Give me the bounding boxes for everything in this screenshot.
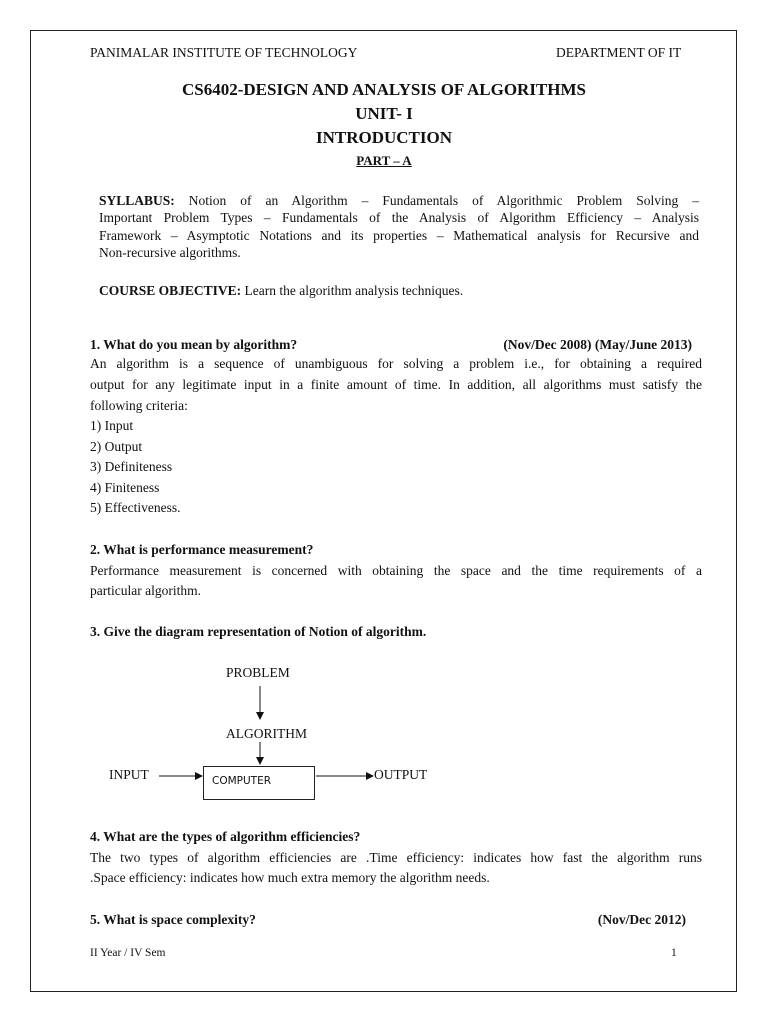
diagram-computer-label: COMPUTER bbox=[212, 775, 272, 787]
part-heading: PART – A bbox=[356, 153, 412, 168]
diagram-algorithm-label: ALGORITHM bbox=[226, 726, 307, 741]
syllabus-line-2: Important Problem Types – Fundamentals of the Analysis of Algorithm Efficiency – Analysis bbox=[99, 210, 699, 225]
answer-4-line-2: .Space efficiency: indicates how much extra memory the algorithm needs. bbox=[90, 870, 490, 885]
question-2: 2. What is performance measurement? bbox=[90, 542, 314, 557]
question-1-ref: (Nov/Dec 2008) (May/June 2013) bbox=[503, 337, 692, 352]
syllabus-line-3: Framework – Asymptotic Notations and its properties – Mathematical analysis for Recursive and bbox=[99, 228, 699, 243]
question-4: 4. What are the types of algorithm efficiencies? bbox=[90, 829, 361, 844]
answer-2-line-2: particular algorithm. bbox=[90, 583, 201, 598]
criteria-item-4: 4) Finiteness bbox=[90, 480, 160, 495]
institute-name: PANIMALAR INSTITUTE OF TECHNOLOGY bbox=[90, 45, 358, 60]
diagram-problem-label: PROBLEM bbox=[226, 665, 290, 680]
syllabus-label: SYLLABUS: bbox=[99, 193, 175, 208]
diagram-output-label: OUTPUT bbox=[374, 767, 428, 782]
question-5 bbox=[90, 912, 702, 928]
criteria-item-1: 1) Input bbox=[90, 418, 134, 433]
topic-title: INTRODUCTION bbox=[315, 128, 453, 147]
answer-1-line-1: An algorithm is a sequence of unambiguous for solving a problem i.e., for obtaining a required bbox=[90, 356, 702, 371]
question-5-ref: (Nov/Dec 2012) bbox=[597, 912, 686, 927]
diagram-input-label: INPUT bbox=[109, 767, 149, 782]
criteria-item-3: 3) Definiteness bbox=[90, 459, 173, 474]
answer-1-line-2: output for any legitimate input in a finite amount of time. In addition, all algorithms must satisfy the bbox=[90, 377, 702, 392]
question-1-text: 1. What do you mean by algorithm? bbox=[90, 337, 298, 352]
syllabus-line-4: Non-recursive algorithms. bbox=[99, 245, 241, 260]
answer-1-line-3: following criteria: bbox=[90, 398, 188, 413]
criteria-item-5: 5) Effectiveness. bbox=[90, 500, 181, 515]
syllabus-line-1: SYLLABUS: Notion of an Algorithm – Fundamentals of Algorithmic Problem Solving – bbox=[99, 193, 699, 208]
course-title: CS6402-DESIGN AND ANALYSIS OF ALGORITHMS bbox=[182, 80, 586, 99]
objective-text: Learn the algorithm analysis techniques. bbox=[241, 283, 464, 298]
page-number: 1 bbox=[671, 947, 677, 959]
question-3: 3. Give the diagram representation of Notion of algorithm. bbox=[90, 624, 427, 639]
answer-4-line-1: The two types of algorithm efficiencies are .Time efficiency: indicates how fast the algorithm runs bbox=[90, 850, 702, 865]
answer-2-line-1: Performance measurement is concerned with obtaining the space and the time requirements of a bbox=[90, 563, 702, 578]
question-5-text: 5. What is space complexity? bbox=[90, 912, 256, 927]
department-name: DEPARTMENT OF IT bbox=[556, 45, 682, 60]
footer-year: II Year / IV Sem bbox=[90, 947, 166, 959]
criteria-item-2: 2) Output bbox=[90, 439, 143, 454]
objective-label: COURSE OBJECTIVE: bbox=[99, 283, 242, 298]
unit-title: UNIT- I bbox=[355, 104, 413, 123]
